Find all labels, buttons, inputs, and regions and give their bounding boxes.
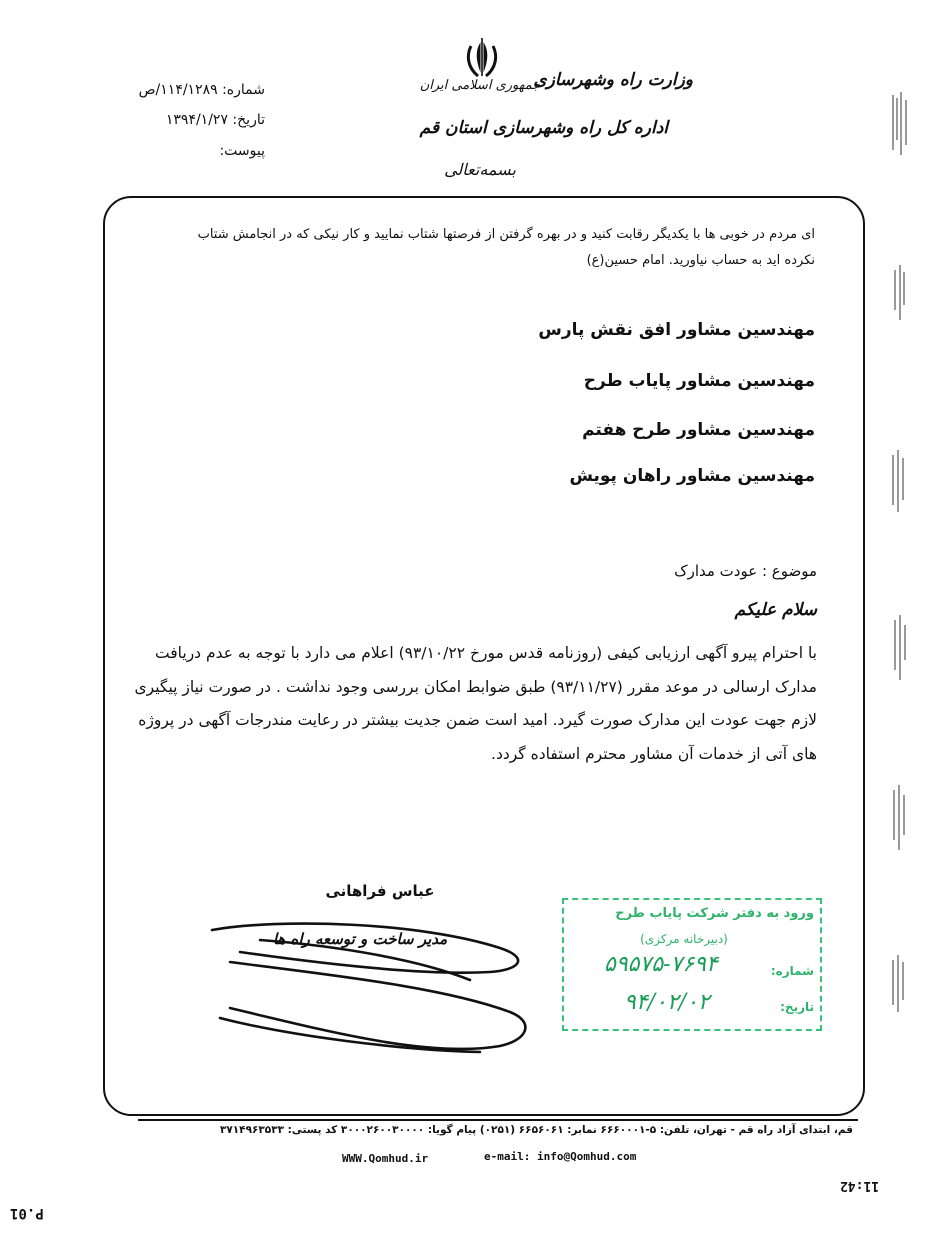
signer-title: مدیر ساخت و توسعه راه ها — [272, 930, 448, 948]
footer-divider — [138, 1119, 858, 1121]
salutation: سلام علیکم — [734, 600, 817, 620]
recipient: مهندسین مشاور افق نقش پارس — [538, 320, 815, 340]
letter-attachment — [95, 143, 265, 159]
stamp-date-value: ۹۴/۰۲/۰۲ — [624, 990, 710, 1015]
subject-line: موضوع : عودت مدارک — [674, 562, 817, 580]
stamp-number-label: شماره: — [770, 964, 814, 978]
stamp-title: ورود به دفتر شرکت پایاب طرح — [615, 906, 814, 921]
scan-edge-noise — [873, 0, 933, 1238]
letter-date-label: تاریخ: — [232, 112, 265, 128]
letter-number — [95, 82, 265, 98]
stamp-number-value: ۵۹۵۷۵-۷۶۹۴ — [604, 952, 718, 977]
fax-time-mark: 11:42 — [840, 1178, 880, 1193]
letter-date — [95, 112, 265, 128]
letter-attachment-label: پیوست: — [219, 143, 265, 159]
republic-heading: جمهوری اسلامی ایران — [419, 78, 541, 93]
signer-name: عباس فراهانی — [325, 882, 435, 900]
footer-address: قم، ابتدای آزاد راه قم - تهران، تلفن: ۵-۶۶۶۰۰۰۱ نمابر: ۶۶۵۶۰۶۱ (۰۲۵۱) پیام گویا: ۳۰۰۰۲۶۰۰۳۰۰۰۰ کد پستی: ۳۷۱۴۹۶۳۵۳۳ — [219, 1124, 853, 1136]
recipient: مهندسین مشاور طرح هفتم — [582, 420, 815, 440]
basmala: بسمه‌تعالی — [444, 160, 516, 179]
hadith-quote: ای مردم در خوبی ها با یکدیگر رقابت کنید و در بهره گرفتن از فرصتها شتاب نمایید و کار نیکی که در انجامش شتاب نکرده اید به حساب نیاورید. امام حسین(ع) — [197, 227, 815, 268]
footer-email-link[interactable]: e-mail: info@Qomhud.com — [484, 1150, 637, 1163]
received-stamp — [562, 898, 822, 1031]
letter-number-label: شماره: — [222, 82, 265, 98]
letter-number-value: ۱۱۴/۱۲۸۹/ص — [138, 82, 218, 98]
stamp-subtitle: (دبیرخانه مرکزی) — [640, 932, 728, 946]
letter-body: با احترام پیرو آگهی ارزیابی کیفی (روزنامه قدس مورخ ۹۳/۱۰/۲۲) اعلام می دارد با توجه به عدم دریافت مدارک ارسالی در موعد مقرر (۹۳/۱۱/۲۷) طبق ضوابط امکان بررسی وجود نداشت . در صورت نیاز پیگیری لازم جهت عودت این مدارک صورت گیرد. امید است ضمن جدیت بیشتر در رعایت مندرجات آگهی در پروژه های آتی از خدمات آن مشاور محترم استفاده گردد. — [134, 644, 817, 763]
handwritten-signature — [200, 900, 540, 1060]
recipient: مهندسین مشاور راهان پویش — [569, 466, 815, 486]
footer-website-link[interactable]: WWW.Qomhud.ir — [342, 1152, 429, 1165]
recipient: مهندسین مشاور پایاب طرح — [583, 371, 815, 391]
letter-date-value: ۱۳۹۴/۱/۲۷ — [165, 112, 228, 128]
fax-page-mark: P.01 — [10, 1205, 44, 1221]
ministry-heading: وزارت راه وشهرسازی — [533, 70, 693, 90]
directorate-heading: اداره کل راه وشهرسازی استان قم — [419, 118, 668, 138]
stamp-date-label: تاریخ: — [780, 1000, 814, 1014]
